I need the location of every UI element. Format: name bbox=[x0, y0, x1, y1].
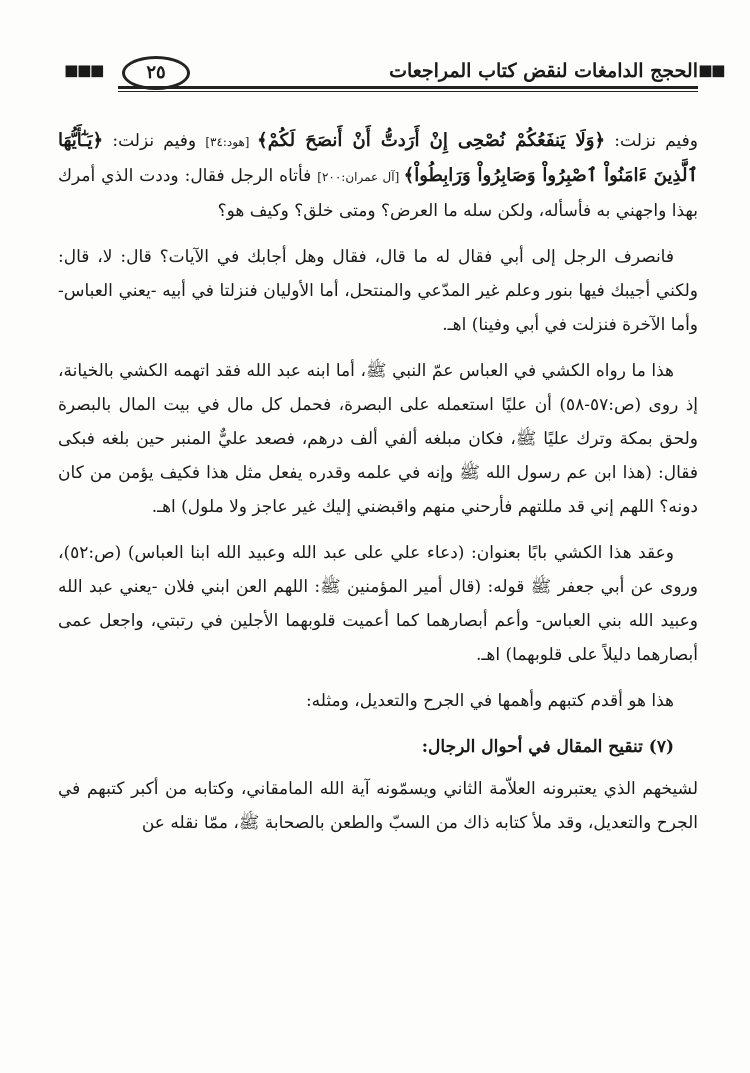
header-ornament-left: ◼◼◼ bbox=[64, 60, 103, 81]
paragraph-text: فأتاه الرجل فقال: وددت الذي أمرك بهذا واجهني به فأسأله، ولكن سله ما العرض؟ ومتى خلق؟ وكيف هو؟ bbox=[58, 166, 698, 221]
paragraph bbox=[58, 536, 698, 672]
paragraph bbox=[58, 354, 698, 524]
paragraph-text: فانصرف الرجل إلى أبي فقال له ما قال، فقال وهل أجابك في الآيات؟ قال: لا، قال: ولكني أجيبك فيها بنور وعلم غير المدّعي والمنتحل، أما الأوليان فنزلتا في أبيه -يعني العباس- وأما الآخرة فنزلت في أبي وفينا) اهـ. bbox=[58, 247, 698, 335]
page-number: ٢٥ bbox=[122, 56, 190, 90]
paragraph bbox=[58, 124, 698, 228]
paragraph-text: هذا ما رواه الكشي في العباس عمّ النبي ﷺ، أما ابنه عبد الله فقد اتهمه الكشي بالخيانة، إذ روى (ص:٥٧-٥٨) أن عليًا استعمله على البصرة، فحمل كل مال في بيت المال بالبصرة ولحق بمكة وترك عليًا ﷺ، فكان مبلغه ألفي ألف درهم، فصعد عليٌّ المنبر حين بلغه فبكى فقال: (هذا ابن عم رسول الله ﷺ وإنه في علمه وقدره يفعل مثل هذا فكيف يؤمن من كان دونه؟ اللهم إني قد مللتهم فأرحني منهم واقبضني إليك غير عاجز ولا ملول) اهـ. bbox=[58, 361, 698, 517]
paragraph-text: وفيم نزلت: bbox=[103, 131, 206, 151]
quran-verse: ﴿يَـٰٓأَيُّهَا ٱلَّذِينَ ءَامَنُواْ ٱصْبِرُواْ وَصَابِرُواْ وَرَابِطُواْ﴾ bbox=[58, 130, 698, 186]
paragraph-text: وفيم نزلت: bbox=[605, 131, 698, 151]
paragraph: لشيخهم الذي يعتبرونه العلاّمة الثاني ويسمّونه آية الله المامقاني، وكتابه من أكبر كتبهم في الجرح والتعديل، وقد ملأ كتابه ذاك من السبّ والطعن بالصحابة ﷺ، ممّا نقله عن bbox=[58, 779, 698, 833]
quran-verse: ﴿وَلَا يَنفَعُكُمْ نُصْحِى إِنْ أَرَدتُّ أَنْ أَنصَحَ لَكُمْ﴾ bbox=[257, 130, 606, 151]
header-ornament-right: ◼◼ bbox=[698, 60, 724, 81]
book-title: الحجج الدامغات لنقض كتاب المراجعات bbox=[389, 60, 698, 82]
header-rule-thin bbox=[118, 91, 698, 92]
paragraph bbox=[58, 240, 698, 342]
header-rule bbox=[118, 86, 698, 89]
paragraph-text: وعقد هذا الكشي بابًا بعنوان: (دعاء علي على عبد الله وعبيد الله ابنا العباس) (ص:٥٢)، وروى عن أبي جعفر ﷺ قوله: (قال أمير المؤمنين ﷺ: اللهم العن ابني فلان -يعني عبد الله وعبيد الله بني العباس- وأعم أبصارهما كما أعميت قلوبهما الأجلين في رتبتي، واجعل عمى أبصارهما دليلاً على قلوبهما) اهـ. bbox=[58, 543, 698, 665]
verse-reference: [هود:٣٤] bbox=[205, 135, 258, 149]
page-header bbox=[58, 52, 724, 100]
page-body bbox=[58, 124, 698, 852]
section-heading: (٧) تنقيح المقال في أحوال الرجال: bbox=[421, 737, 674, 757]
paragraph-text: هذا هو أقدم كتبهم وأهمها في الجرح والتعديل، ومثله: bbox=[305, 691, 674, 711]
verse-reference: [آل عمران:٢٠٠] bbox=[317, 170, 404, 184]
paragraph bbox=[58, 684, 698, 718]
